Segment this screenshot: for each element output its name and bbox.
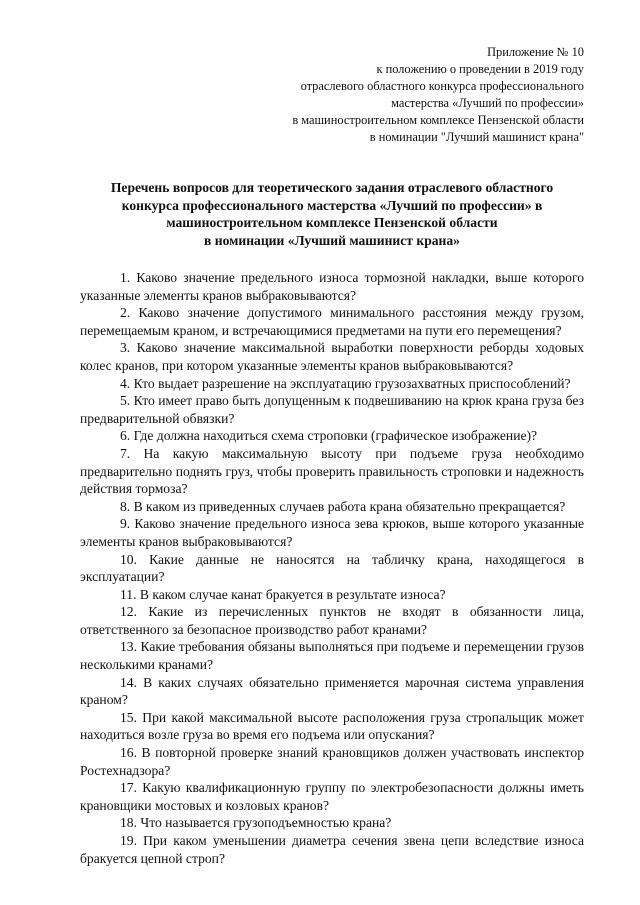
appendix-line: отраслевого областного конкурса профессионального: [300, 79, 584, 93]
question-item: 9. Каково значение предельного износа зева крюков, выше которого указанные элементы кранов выбраковываются?: [80, 516, 584, 549]
question-item: 8. В каком из приведенных случаев работа крана обязательно прекращается?: [120, 498, 566, 514]
question-item: 2. Каково значение допустимого минимального расстояния между грузом, перемещаемым краном, и встречающимися предметами на пути его перемещения?: [80, 305, 584, 338]
question-item: 16. В повторной проверке знаний крановщиков должен участвовать инспектор Ростехнадзора?: [80, 745, 584, 778]
question-item: 14. В каких случаях обязательно применяется марочная система управления краном?: [80, 674, 584, 708]
question-item: 17. Какую квалификационную группу по электробезопасности должны иметь крановщики мостовых и козловых кранов?: [80, 780, 584, 813]
question-item: 19. При каком уменьшении диаметра сечения звена цепи вследствие износа бракуется цепной строп?: [80, 833, 584, 866]
question-item: 13. Какие требования обязаны выполняться при подъеме и перемещении грузов несколькими кранами?: [80, 639, 584, 673]
title-line: Перечень вопросов для теоретического задания отраслевого областного: [110, 180, 554, 195]
question-item: 5. Кто имеет право быть допущенным к подвешиванию на крюк крана груза без предварительной обвязки?: [80, 393, 584, 426]
question-item: 7. На какую максимальную высоту при подъеме груза необходимо предварительно поднять груз, чтобы проверить правильность строповки и надежность действия тормоза?: [80, 445, 584, 497]
document-title: [80, 179, 584, 249]
appendix-line: мастерства «Лучший по профессии»: [391, 96, 584, 110]
title-line: машиностроительном комплексе Пензенской области: [166, 215, 498, 230]
question-item: 10. Какие данные не наносятся на табличку крана, находящегося в эксплуатации?: [80, 551, 584, 585]
question-item: 12. Какие из перечисленных пунктов не входят в обязанности лица, ответственного за безопасное производство работ кранами?: [80, 604, 584, 637]
appendix-line: Приложение № 10: [487, 45, 584, 59]
title-line: в номинации «Лучший машинист крана»: [204, 232, 460, 248]
question-item: 6. Где должна находиться схема строповки (графическое изображение)?: [120, 428, 538, 444]
appendix-line: в машиностроительном комплексе Пензенской области: [292, 113, 584, 127]
appendix-line: в номинации "Лучший машинист крана": [369, 130, 584, 144]
question-item: 3. Каково значение максимальной выработки поверхности реборды ходовых колес кранов, при котором указанные элементы кранов выбраковываются?: [80, 340, 584, 373]
question-item: 11. В каком случае канат бракуется в результате износа?: [120, 586, 446, 602]
question-list: [80, 269, 584, 867]
question-item: 18. Что называется грузоподъемностью крана?: [120, 815, 392, 831]
question-item: 15. При какой максимальной высоте расположения груза стропальщик может находиться возле груза во время его подъема или опускания?: [80, 709, 584, 743]
question-item: 1. Каково значение предельного износа тормозной накладки, выше которого указанные элементы кранов выбраковываются?: [80, 270, 584, 303]
appendix-header: [80, 44, 584, 146]
appendix-line: к положению о проведении в 2019 году: [376, 62, 584, 76]
title-line: конкурса профессионального мастерства «Лучший по профессии» в: [121, 197, 543, 213]
question-item: 4. Кто выдает разрешение на эксплуатацию грузозахватных приспособлений?: [120, 375, 571, 391]
